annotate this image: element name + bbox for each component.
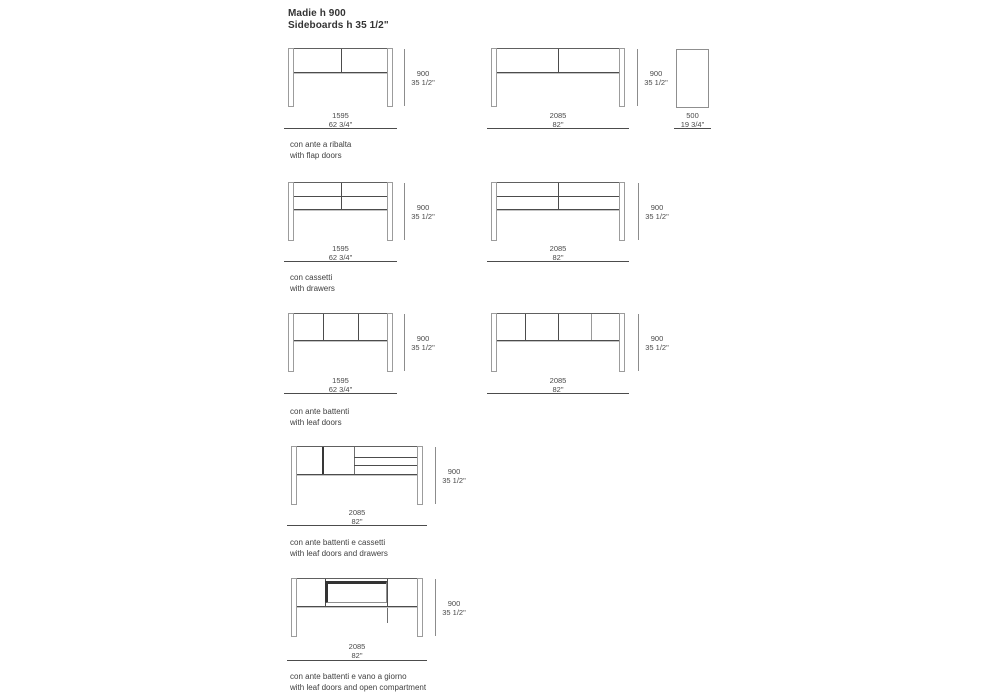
height-in: 35 1/2" bbox=[442, 475, 466, 485]
sideboard-front-2085-flap-doors bbox=[491, 48, 625, 107]
width-dim-label bbox=[288, 112, 393, 129]
cabinet-body bbox=[288, 48, 393, 73]
width-dim-label bbox=[291, 643, 423, 660]
height-dim-line bbox=[435, 579, 436, 636]
cabinet-body bbox=[288, 182, 393, 210]
depth-dim-label bbox=[671, 112, 714, 129]
caption-leaf-doors bbox=[290, 406, 349, 428]
width-mm: 2085 bbox=[549, 376, 567, 385]
cabinet-body bbox=[491, 313, 625, 341]
width-mm: 1595 bbox=[332, 376, 349, 385]
height-dim-label bbox=[640, 335, 674, 352]
right-leg bbox=[619, 313, 625, 372]
body-shadow-line bbox=[491, 341, 625, 342]
left-leg bbox=[491, 48, 497, 107]
height-in: 35 1/2" bbox=[411, 211, 435, 221]
width-in: 62 3/4" bbox=[328, 119, 353, 129]
drawer-divider-horizontal bbox=[354, 465, 422, 466]
width-in: 82" bbox=[351, 516, 363, 526]
door-divider bbox=[525, 314, 526, 340]
door-divider bbox=[387, 579, 388, 606]
drawer-divider-horizontal bbox=[354, 457, 422, 458]
width-dim-label bbox=[288, 377, 393, 394]
height-mm: 900 bbox=[416, 203, 430, 212]
sideboard-front-2085-leaf-doors-open-compartment bbox=[291, 578, 423, 637]
body-shadow-line bbox=[291, 475, 423, 476]
width-dim-label bbox=[491, 245, 625, 262]
height-mm: 900 bbox=[650, 334, 664, 343]
body-shadow-line bbox=[288, 210, 393, 211]
height-mm: 900 bbox=[650, 203, 664, 212]
right-leg bbox=[417, 446, 423, 505]
width-dim-label bbox=[491, 377, 625, 394]
width-dim-line bbox=[284, 261, 397, 262]
height-dim-label bbox=[639, 70, 673, 87]
height-dim-label bbox=[640, 204, 674, 221]
height-mm: 900 bbox=[416, 334, 430, 343]
caption-english: with drawers bbox=[290, 284, 335, 293]
width-mm: 1595 bbox=[332, 244, 349, 253]
height-in: 35 1/2" bbox=[411, 342, 435, 352]
cabinet-body bbox=[491, 48, 625, 73]
height-mm: 900 bbox=[649, 69, 663, 78]
height-dim-label bbox=[406, 335, 440, 352]
width-dim-line bbox=[487, 261, 629, 262]
height-in: 35 1/2" bbox=[645, 211, 669, 221]
width-mm: 2085 bbox=[549, 244, 567, 253]
sideboard-front-1595-drawers bbox=[288, 182, 393, 241]
body-shadow-line bbox=[491, 73, 625, 74]
height-in: 35 1/2" bbox=[645, 342, 669, 352]
width-mm: 1595 bbox=[332, 111, 349, 120]
sideboard-front-2085-drawers bbox=[491, 182, 625, 241]
sideboard-front-2085-leaf-doors-drawers bbox=[291, 446, 423, 505]
cabinet-body bbox=[291, 578, 423, 607]
right-leg bbox=[387, 182, 393, 241]
left-leg bbox=[288, 313, 294, 372]
caption-english: with leaf doors and drawers bbox=[290, 549, 388, 558]
open-compartment bbox=[325, 581, 387, 603]
caption-italian: con ante battenti bbox=[290, 407, 350, 416]
drawer-divider-horizontal bbox=[492, 196, 624, 197]
height-mm: 900 bbox=[447, 599, 461, 608]
width-dim-label bbox=[491, 112, 625, 129]
width-dim-line bbox=[287, 525, 427, 526]
height-in: 35 1/2" bbox=[442, 607, 466, 617]
door-divider bbox=[591, 314, 592, 340]
cabinet-body bbox=[288, 313, 393, 341]
caption-english: with leaf doors and open compartment bbox=[290, 683, 427, 692]
compartment-side-line bbox=[387, 608, 388, 623]
width-dim-line bbox=[287, 660, 427, 661]
height-dim-label bbox=[406, 204, 440, 221]
caption-italian: con ante a ribalta bbox=[290, 140, 352, 149]
left-leg bbox=[291, 446, 297, 505]
height-dim-label bbox=[437, 600, 471, 617]
height-dim-line bbox=[404, 49, 405, 106]
body-shadow-line bbox=[288, 73, 393, 74]
depth-mm: 500 bbox=[686, 111, 699, 120]
body-shadow-line bbox=[491, 210, 625, 211]
width-in: 82" bbox=[351, 650, 363, 660]
caption-leaf-doors-open-compartment bbox=[290, 671, 426, 693]
sideboard-side-view bbox=[676, 49, 709, 108]
height-dim-line bbox=[435, 447, 436, 504]
caption-drawers bbox=[290, 272, 335, 294]
caption-leaf-doors-drawers bbox=[290, 537, 388, 559]
width-in: 82" bbox=[552, 119, 564, 129]
height-dim-line bbox=[404, 183, 405, 240]
height-mm: 900 bbox=[447, 467, 461, 476]
height-dim-line bbox=[638, 183, 639, 240]
width-dim-line bbox=[487, 393, 629, 394]
caption-english: with flap doors bbox=[290, 151, 342, 160]
door-drawer-divider bbox=[354, 447, 355, 474]
door-divider bbox=[558, 49, 559, 72]
door-divider bbox=[322, 447, 324, 474]
door-divider bbox=[558, 314, 559, 340]
width-mm: 2085 bbox=[549, 111, 567, 120]
sideboard-front-1595-flap-doors bbox=[288, 48, 393, 107]
title-line-1: Madie h 900 bbox=[288, 8, 346, 19]
left-leg bbox=[291, 578, 297, 637]
height-dim-line bbox=[638, 314, 639, 371]
caption-italian: con ante battenti e vano a giorno bbox=[290, 672, 407, 681]
page-title bbox=[288, 8, 389, 31]
width-dim-line bbox=[284, 393, 397, 394]
body-shadow-line bbox=[288, 341, 393, 342]
left-leg bbox=[491, 182, 497, 241]
depth-dim-line bbox=[674, 128, 711, 129]
cabinet-body bbox=[491, 182, 625, 210]
caption-italian: con cassetti bbox=[290, 273, 333, 282]
right-leg bbox=[619, 48, 625, 107]
height-dim-line bbox=[404, 314, 405, 371]
sideboard-front-2085-leaf-doors bbox=[491, 313, 625, 372]
body-shadow-line bbox=[291, 607, 423, 608]
left-leg bbox=[288, 48, 294, 107]
width-dim-line bbox=[487, 128, 629, 129]
caption-flap-doors bbox=[290, 139, 351, 161]
width-in: 82" bbox=[552, 384, 564, 394]
width-mm: 2085 bbox=[348, 642, 366, 651]
width-in: 62 3/4" bbox=[328, 384, 353, 394]
sideboard-front-1595-leaf-doors bbox=[288, 313, 393, 372]
width-dim-label bbox=[291, 509, 423, 526]
right-leg bbox=[619, 182, 625, 241]
cabinet-body bbox=[291, 446, 423, 475]
title-line-2: Sideboards h 35 1/2" bbox=[288, 19, 389, 31]
door-divider bbox=[323, 314, 324, 340]
height-in: 35 1/2" bbox=[411, 77, 435, 87]
height-dim-line bbox=[637, 49, 638, 106]
height-dim-label bbox=[437, 468, 471, 485]
height-mm: 900 bbox=[416, 69, 430, 78]
left-leg bbox=[288, 182, 294, 241]
caption-italian: con ante battenti e cassetti bbox=[290, 538, 386, 547]
door-divider bbox=[341, 49, 342, 72]
right-leg bbox=[387, 313, 393, 372]
right-leg bbox=[387, 48, 393, 107]
width-in: 82" bbox=[552, 252, 564, 262]
caption-english: with leaf doors bbox=[290, 418, 342, 427]
width-mm: 2085 bbox=[348, 508, 366, 517]
door-divider bbox=[358, 314, 359, 340]
right-leg bbox=[417, 578, 423, 637]
width-in: 62 3/4" bbox=[328, 252, 353, 262]
height-dim-label bbox=[406, 70, 440, 87]
width-dim-line bbox=[284, 128, 397, 129]
height-in: 35 1/2" bbox=[644, 77, 668, 87]
left-leg bbox=[491, 313, 497, 372]
depth-in: 19 3/4" bbox=[680, 119, 705, 129]
drawer-divider-horizontal bbox=[289, 196, 392, 197]
width-dim-label bbox=[288, 245, 393, 262]
